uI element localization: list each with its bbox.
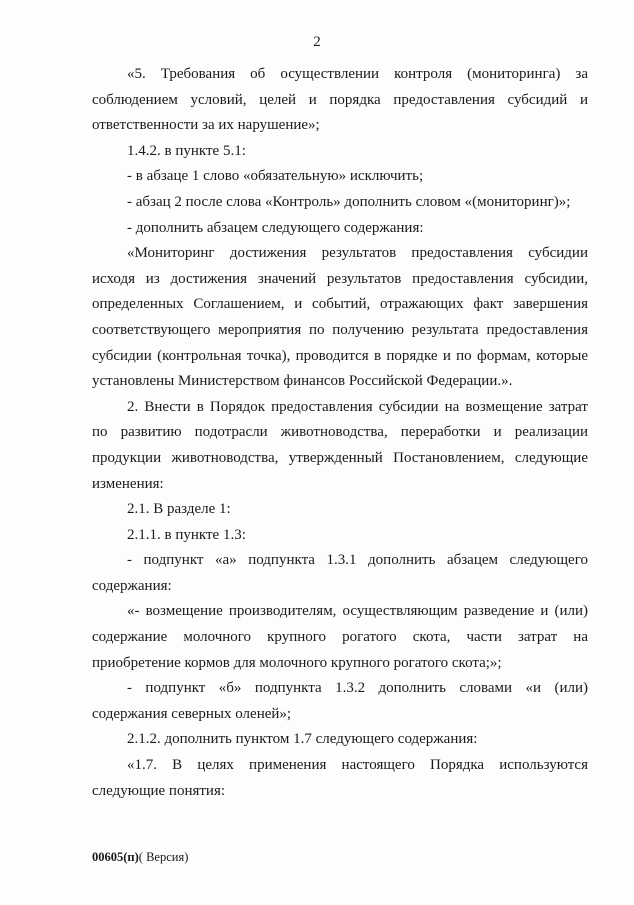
paragraph-add-abzac: - дополнить абзацем следующего содержания: xyxy=(127,219,424,236)
paragraph-1-7: «1.7. В целях применения настоящего Порядка используются следующие понятия: xyxy=(92,757,588,799)
paragraph-item-2: 2. Внести в Порядок предоставления субсидии на возмещение затрат по развитию подотрасли животноводства, переработки и реализации продукции животноводства, утвержденный Постановлением, следующие изменения: xyxy=(92,398,588,492)
paragraph-abzac-2: - абзац 2 после слова «Контроль» дополнить словом «(мониторинг)»; xyxy=(127,193,571,210)
paragraph-abzac-1: - в абзаце 1 слово «обязательную» исключить; xyxy=(127,168,424,185)
paragraph-2-1: 2.1. В разделе 1: xyxy=(127,501,231,518)
paragraph-feed-compensation: «- возмещение производителям, осуществляющим разведение и (или) содержание молочного крупного рогатого скота, части затрат на приобретение кормов для молочного крупного рогатого скота;»; xyxy=(92,603,588,671)
paragraph-section-5-title: «5. Требования об осуществлении контроля (мониторинга) за соблюдением условий, целей и порядка предоставления субсидий и ответственности за их нарушение»; xyxy=(92,66,588,134)
footer-version: ( Версия) xyxy=(138,850,189,864)
paragraph-2-1-1: 2.1.1. в пункте 1.3: xyxy=(127,526,246,543)
document-body xyxy=(92,62,588,804)
paragraph-2-1-2: 2.1.2. дополнить пунктом 1.7 следующего содержания: xyxy=(127,731,478,748)
paragraph-1-4-2: 1.4.2. в пункте 5.1: xyxy=(127,142,246,159)
paragraph-subitem-b: - подпункт «б» подпункта 1.3.2 дополнить словами «и (или) содержания северных оленей»; xyxy=(92,680,588,722)
footer-document-code xyxy=(92,850,188,865)
page-number: 2 xyxy=(313,34,321,50)
paragraph-subitem-a: - подпункт «а» подпункта 1.3.1 дополнить абзацем следующего содержания: xyxy=(92,552,588,594)
footer-code: 00605(п) xyxy=(92,850,139,864)
paragraph-monitoring-quote: «Мониторинг достижения результатов предоставления субсидии исходя из достижения значений результатов предоставления субсидии, определенных Соглашением, и событий, отражающих факт завершения соответствующего мероприятия по получению результата предоставления субсидии (контрольная точка), проводится в порядке и по формам, которые установлены Министерством финансов Российской Федерации.». xyxy=(92,245,588,390)
